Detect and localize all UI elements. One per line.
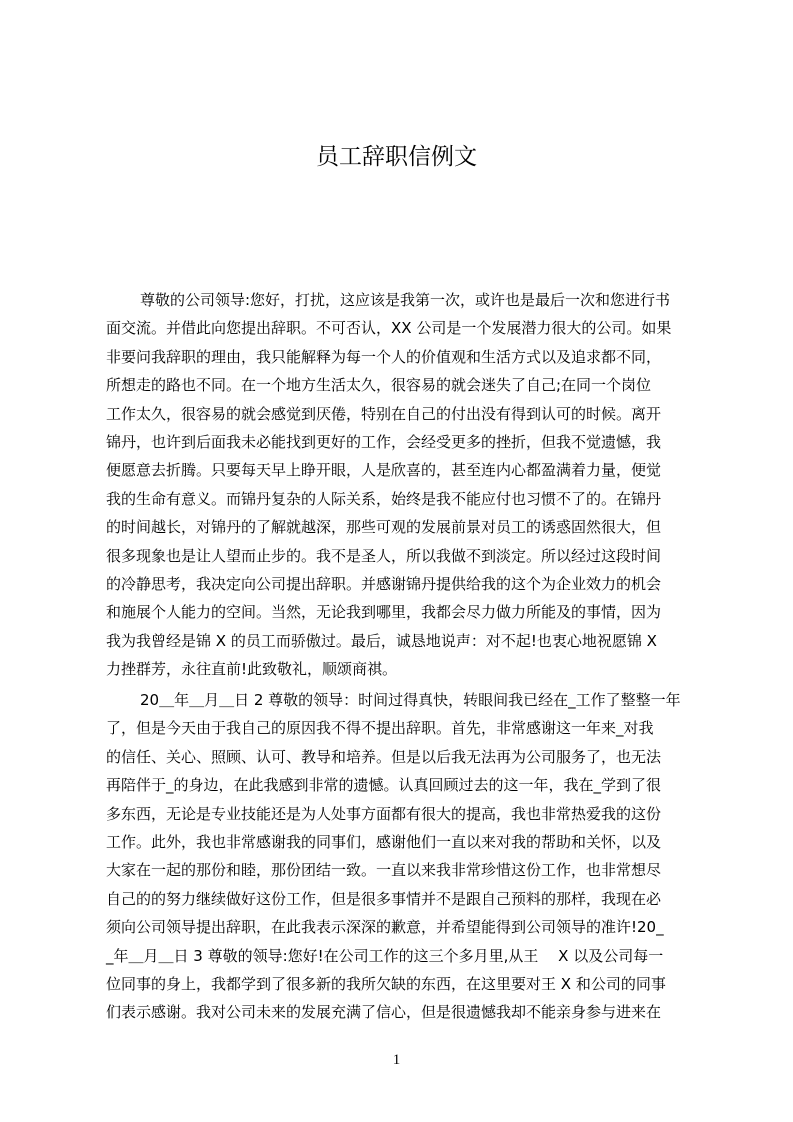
paragraph-line: 们表示感谢。我对公司未来的发展充满了信心，但是很遗憾我却不能亲身参与进来在 (106, 1003, 662, 1022)
paragraph-line: 位同事的身上，我都学到了很多新的我所欠缺的东西，在这里要对王 X 和公司的同事 (106, 975, 666, 994)
paragraph-line: 的时间越长，对锦丹的了解就越深，那些可观的发展前景对员工的诱惑固然很大，但 (106, 518, 662, 537)
paragraph-line: 工作太久，很容易的就会感觉到厌倦，特别在自己的付出没有得到认可的时候。离开 (106, 404, 662, 423)
paragraph-line: _年＿月＿日 3 尊敬的领导:您好!在公司工作的这三个多月里,从王 X 以及公司每一 (106, 946, 664, 965)
paragraph-line: 我为我曾经是锦 X 的员工而骄傲过。最后，诚恳地说声：对不起!也衷心地祝愿锦 X (106, 631, 657, 650)
paragraph-line: 锦丹，也许到后面我未必能找到更好的工作，会经受更多的挫折，但我不觉遗憾，我 (106, 433, 662, 452)
paragraph-line: 工作。此外，我也非常感谢我的同事们，感谢他们一直以来对我的帮助和关怀，以及 (106, 833, 662, 852)
letter-paragraph-2 (106, 686, 696, 1027)
document-title: 员工辞职信例文 (316, 144, 477, 170)
paragraph-line: 须向公司领导提出辞职，在此我表示深深的歉意，并希望能得到公司领导的准许!20_ (106, 918, 664, 937)
paragraph-line: 大家在一起的那份和睦，那份团结一致。一直以来我非常珍惜这份工作，也非常想尽 (106, 861, 662, 880)
paragraph-line: 非要问我辞职的理由，我只能解释为每一个人的价值观和生活方式以及追求都不同， (106, 347, 662, 366)
paragraph-line: 多东西，无论是专业技能还是为人处事方面都有很大的提高，我也非常热爱我的这份 (106, 804, 662, 823)
paragraph-line: 和施展个人能力的空间。当然，无论我到哪里，我都会尽力做力所能及的事情，因为 (106, 603, 662, 622)
paragraph-line: 很多现象也是让人望而止步的。我不是圣人，所以我做不到淡定。所以经过这段时间 (106, 546, 662, 565)
page-number: 1 (392, 1052, 401, 1068)
paragraph-line: 便愿意去折腾。只要每天早上睁开眼，人是欣喜的，甚至连内心都盈满着力量，便觉 (106, 461, 662, 480)
paragraph-line: 尊敬的公司领导:您好，打扰，这应该是我第一次，或许也是最后一次和您进行书 (140, 291, 671, 309)
paragraph-line: 了，但是今天由于我自己的原因我不得不提出辞职。首先，非常感谢这一年来_对我 (106, 719, 654, 738)
paragraph-line: 所想走的路也不同。在一个地方生活太久，很容易的就会迷失了自己;在同一个岗位 (106, 376, 652, 395)
paragraph-line: 我的生命有意义。而锦丹复杂的人际关系，始终是我不能应付也习惯不了的。在锦丹 (106, 489, 662, 508)
paragraph-line: 的信任、关心、照顾、认可、教导和培养。但是以后我无法再为公司服务了，也无法 (106, 747, 662, 766)
paragraph-line: 力挫群芳，永往直前!此致敬礼，顺颂商祺。 (106, 660, 398, 679)
paragraph-line: 的冷静思考，我决定向公司提出辞职。并感谢锦丹提供给我的这个为企业效力的机会 (106, 575, 662, 594)
letter-paragraph-1 (106, 286, 696, 684)
paragraph-line: 自己的的努力继续做好这份工作，但是很多事情并不是跟自己预料的那样，我现在必 (106, 889, 662, 908)
paragraph-line: 面交流。并借此向您提出辞职。不可否认，XX 公司是一个发展潜力很大的公司。如果 (106, 319, 672, 338)
paragraph-line: 20＿年＿月＿日 2 尊敬的领导：时间过得真快，转眼间我已经在_工作了整整一年 (140, 691, 681, 709)
paragraph-line: 再陪伴于_的身边，在此我感到非常的遗憾。认真回顾过去的这一年，我在_学到了很 (106, 776, 662, 795)
